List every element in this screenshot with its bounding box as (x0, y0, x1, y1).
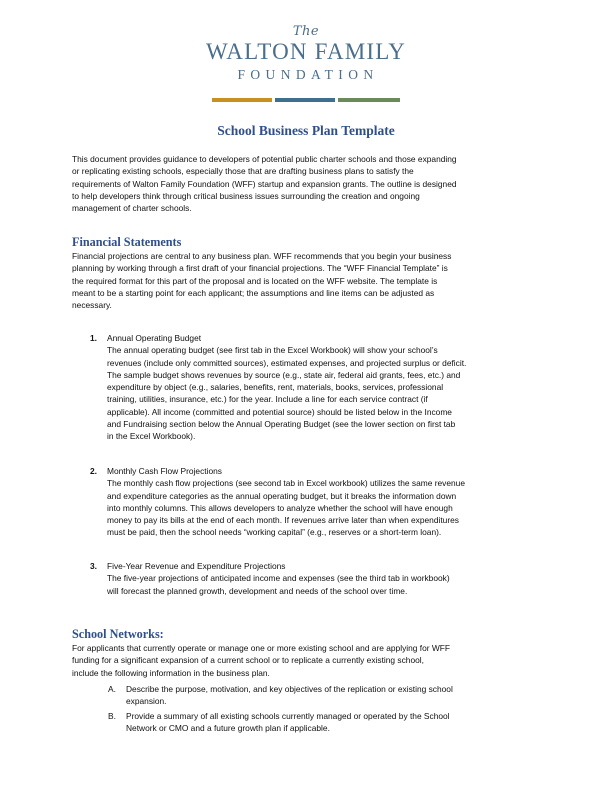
list-item-title: Annual Operating Budget (107, 333, 202, 343)
intro-line: requirements of Walton Family Foundation (WFF) startup and expansion grants. The outline is designed (72, 178, 457, 189)
list-item-title: Monthly Cash Flow Projections (107, 466, 222, 476)
logo-bar-green (338, 98, 400, 102)
list-body-line: training, utilities, insurance, etc.) for the year. Include a line for each service contract (if (107, 394, 428, 405)
networks-line: include the following information in the business plan. (72, 667, 270, 678)
intro-paragraph (72, 153, 544, 214)
financial-line: the required format for this part of the proposal and is located on the WFF website. The template is (72, 275, 438, 286)
logo-bar-gold (212, 98, 272, 102)
item-line: Network or CMO and a future growth plan if applicable. (126, 723, 330, 734)
logo-bar-blue (275, 98, 335, 102)
item-line: expansion. (126, 696, 167, 707)
list-body-line: and Fundraising section below the Annual Operating Budget (see the lower section on first tab (107, 419, 456, 430)
logo-name-text: WALTON FAMILY (205, 39, 407, 64)
intro-line: This document provides guidance to developers of potential public charter schools and those expanding (72, 154, 457, 164)
list-body-line: applicable). All income (committed and potential source) should be listed below in the Income (107, 406, 452, 417)
list-item-body (107, 344, 466, 442)
list-item-title: Five-Year Revenue and Expenditure Projections (107, 561, 286, 571)
list-body-line: expenditure by object (e.g., salaries, benefits, rent, materials, books, services, professional (107, 382, 444, 393)
list-number: 3. (90, 561, 97, 571)
logo-the-text: The (292, 24, 320, 39)
list-body-line: and expenditure categories as the annual operating budget, but it breaks the information down (107, 490, 457, 501)
list-body-line: will forecast the planned growth, development and needs of the school over time. (107, 585, 408, 596)
intro-line: or replicating existing schools, especially those that are drafting business plans to satisfy the (72, 166, 414, 177)
networks-line: funding for a significant expansion of a current school or to replicate a currently existing school, (72, 655, 424, 666)
intro-line: to help developers think through critical business issues surrounding the creation and ongoing (72, 190, 420, 201)
financial-line: Financial projections are central to any business plan. WFF recommends that you begin your business (72, 251, 452, 261)
item-letter: A. (108, 684, 116, 694)
list-body-line: revenues (include only committed sources), estimated expenses, and projected surplus or deficit. (107, 357, 467, 368)
list-item-body (107, 477, 465, 538)
list-number: 2. (90, 466, 97, 476)
financial-line: planning by working through a first draft of your financial projections. The “WFF Financial Template” is (72, 263, 448, 274)
list-body-line: in the Excel Workbook). (107, 431, 196, 442)
list-body-line: The annual operating budget (see first tab in the Excel Workbook) will show your school’s (107, 345, 438, 356)
list-body-line: The monthly cash flow projections (see second tab in Excel workbook) utilizes the same revenue (107, 478, 465, 489)
financial-statements-heading: Financial Statements (72, 235, 182, 249)
networks-paragraph (72, 642, 544, 679)
item-text (126, 710, 450, 735)
list-body-line: The sample budget shows revenues by source (e.g., state air, federal aid grants, fees, etc.) and (107, 369, 461, 380)
list-body-line: must be paid, then the school needs “working capital” (e.g., reserves or a short-term loan). (107, 527, 442, 538)
financial-paragraph (72, 250, 544, 311)
financial-line: necessary. (72, 300, 112, 311)
list-item-body (107, 572, 450, 597)
intro-line: management of charter schools. (72, 203, 192, 214)
logo-foundation-text: FOUNDATION (237, 67, 379, 82)
document-title: School Business Plan Template (217, 123, 395, 138)
logo-color-bars (212, 98, 400, 102)
list-body-line: into monthly columns. This allows developers to analyze whether the school will have enough (107, 502, 453, 513)
list-body-line: money to pay its bills at the end of each month. If revenues arrive later than when expenditures (107, 515, 459, 526)
item-text (126, 683, 453, 708)
networks-line: For applicants that currently operate or manage one or more existing school and are applying for WFF (72, 643, 450, 653)
item-line: Describe the purpose, motivation, and key objectives of the replication or existing school (126, 684, 453, 694)
item-letter: B. (108, 711, 116, 721)
walton-family-foundation-logo (200, 24, 412, 83)
school-networks-heading: School Networks: (72, 627, 164, 641)
item-line: Provide a summary of all existing schools currently managed or operated by the School (126, 711, 450, 721)
list-body-line: The five-year projections of anticipated income and expenses (see the third tab in workbook) (107, 573, 450, 584)
financial-line: meant to be a starting point for each applicant; the assumptions and line items can be adjusted as (72, 287, 435, 298)
list-number: 1. (90, 333, 97, 343)
